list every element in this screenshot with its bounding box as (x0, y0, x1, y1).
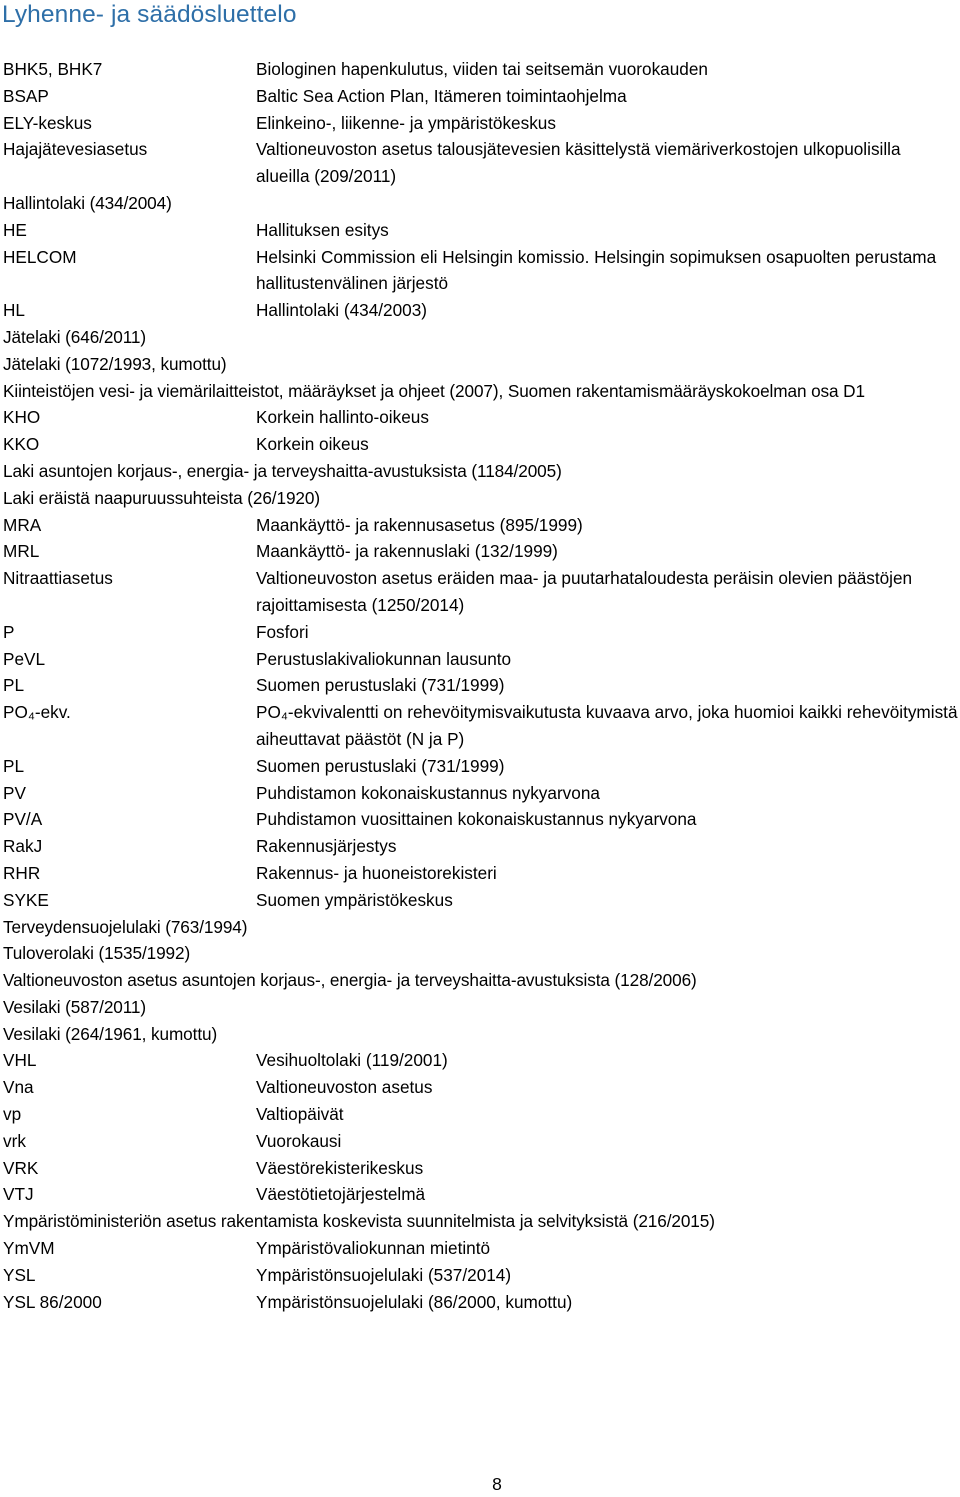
abbreviation-term: PV (3, 782, 26, 803)
abbreviation-term: MRA (3, 514, 42, 535)
abbreviation-definition: Biologinen hapenkulutus, viiden tai seitsemän vuorokauden (256, 59, 708, 79)
abbreviation-definition: Helsinki Commission eli Helsingin komissio. Helsingin sopimuksen osapuolten perustama hallitustenvälinen järjestö (256, 246, 937, 294)
abbreviation-definition: Elinkeino-, liikenne- ja ympäristökeskus (256, 112, 556, 133)
abbreviation-term: HL (3, 300, 25, 321)
abbreviation-definition: Puhdistamon vuosittainen kokonaiskustannus nykyarvona (256, 809, 697, 830)
abbreviation-term: BSAP (3, 85, 49, 106)
abbreviation-term: Nitraattiasetus (3, 568, 113, 589)
abbreviation-definition: Suomen ympäristökeskus (256, 889, 453, 910)
list-item (3, 324, 958, 351)
abbreviation-term: PL (3, 675, 25, 696)
abbreviation-term: KHO (3, 407, 41, 428)
abbreviation-definition: Fosfori (256, 621, 309, 642)
list-item (3, 753, 958, 780)
abbreviation-definition: Suomen perustuslaki (731/1999) (256, 755, 505, 776)
list-item (3, 860, 958, 887)
list-item (3, 378, 958, 405)
list-item (3, 244, 958, 298)
abbreviation-definition: Väestörekisterikeskus (256, 1157, 424, 1178)
statute-title: Laki eräistä naapuruussuhteista (26/1920) (3, 487, 320, 508)
list-item (3, 780, 958, 807)
list-item (3, 1235, 958, 1262)
list-item (3, 512, 958, 539)
statute-title: Jätelaki (1072/1993, kumottu) (3, 353, 227, 374)
page-title: Lyhenne- ja säädösluettelo (2, 1, 297, 28)
list-item (3, 967, 958, 994)
abbreviation-definition: Väestötietojärjestelmä (256, 1184, 426, 1205)
list-item (3, 1208, 958, 1235)
statute-title: Hallintolaki (434/2004) (3, 192, 172, 213)
list-item (3, 217, 958, 244)
abbreviation-term: RakJ (3, 836, 43, 857)
statute-title: Ympäristöministeriön asetus rakentamista koskevista suunnitelmista ja selvityksistä (216/2015) (3, 1211, 715, 1232)
abbreviation-term: PV/A (3, 809, 43, 830)
abbreviation-term: vrk (3, 1130, 26, 1151)
statute-title: Vesilaki (264/1961, kumottu) (3, 1023, 218, 1044)
abbreviation-term: PeVL (3, 648, 46, 669)
list-item (3, 1074, 958, 1101)
abbreviation-term: PL (3, 755, 25, 776)
abbreviation-definition: Valtiopäivät (256, 1104, 344, 1125)
statute-title: Tuloverolaki (1535/1992) (3, 943, 191, 964)
abbreviation-term: KKO (3, 434, 40, 455)
statute-title: Valtioneuvoston asetus asuntojen korjaus-, energia- ja terveyshaitta-avustuksista (128/2006) (3, 970, 697, 991)
list-item (3, 431, 958, 458)
abbreviation-definition: Hallituksen esitys (256, 219, 389, 240)
list-item (3, 565, 958, 619)
abbreviation-term: VRK (3, 1157, 39, 1178)
abbreviation-definition: Perustuslakivaliokunnan lausunto (256, 648, 512, 669)
abbreviation-definition: Hallintolaki (434/2003) (256, 300, 428, 321)
abbreviation-term: HELCOM (3, 246, 77, 267)
abbreviation-term: SYKE (3, 889, 49, 910)
abbreviation-term: VTJ (3, 1184, 34, 1205)
list-item (3, 485, 958, 512)
abbreviation-definition: Maankäyttö- ja rakennuslaki (132/1999) (256, 541, 558, 562)
list-item (3, 699, 958, 753)
abbreviation-definition: Ympäristönsuojelulaki (537/2014) (256, 1264, 512, 1285)
list-item (3, 914, 958, 941)
abbreviation-term: PO₄-ekv. (3, 702, 71, 723)
list-item (3, 110, 958, 137)
abbreviation-definition: Korkein oikeus (256, 434, 369, 455)
abbreviation-list (3, 56, 958, 1315)
abbreviation-definition: Puhdistamon kokonaiskustannus nykyarvona (256, 782, 600, 803)
abbreviation-term: HE (3, 219, 27, 240)
list-item (3, 404, 958, 431)
abbreviation-definition: Rakennusjärjestys (256, 836, 397, 857)
abbreviation-definition: Vesihuoltolaki (119/2001) (256, 1050, 448, 1071)
list-item (3, 538, 958, 565)
abbreviation-term: vp (3, 1104, 22, 1125)
list-item (3, 83, 958, 110)
abbreviation-definition: Korkein hallinto-oikeus (256, 407, 429, 428)
abbreviation-definition: Ympäristövaliokunnan mietintö (256, 1238, 491, 1259)
abbreviation-definition: Baltic Sea Action Plan, Itämeren toimintaohjelma (256, 85, 627, 106)
list-item (3, 1289, 958, 1316)
list-item (3, 136, 958, 190)
abbreviation-term: P (3, 621, 15, 642)
statute-title: Vesilaki (587/2011) (3, 996, 147, 1017)
list-item (3, 1181, 958, 1208)
list-item (3, 351, 958, 378)
abbreviation-term: Hajajätevesiasetus (3, 139, 148, 160)
abbreviation-term: VHL (3, 1050, 37, 1071)
list-item (3, 458, 958, 485)
list-item (3, 833, 958, 860)
abbreviation-definition: Maankäyttö- ja rakennusasetus (895/1999) (256, 514, 583, 535)
list-item (3, 297, 958, 324)
abbreviation-term: MRL (3, 541, 40, 562)
abbreviation-term: YmVM (3, 1238, 55, 1259)
list-item (3, 1047, 958, 1074)
statute-title: Jätelaki (646/2011) (3, 326, 147, 347)
list-item (3, 1021, 958, 1048)
abbreviation-definition: PO₄-ekvivalentti on rehevöitymisvaikutusta kuvaava arvo, joka huomioi kaikki rehevöitymistä aiheuttavat päästöt (N ja P) (256, 702, 958, 749)
list-item (3, 940, 958, 967)
abbreviation-term: BHK5, BHK7 (3, 59, 103, 79)
abbreviation-definition: Valtioneuvoston asetus talousjätevesien käsittelystä viemäriverkostojen ulkopuolisilla alueilla (209/2011) (256, 139, 901, 187)
list-item (3, 56, 958, 83)
statute-title: Laki asuntojen korjaus-, energia- ja terveyshaitta-avustuksista (1184/2005) (3, 460, 562, 481)
list-item (3, 887, 958, 914)
abbreviation-definition: Vuorokausi (256, 1130, 342, 1151)
list-item (3, 619, 958, 646)
abbreviation-definition: Ympäristönsuojelulaki (86/2000, kumottu) (256, 1291, 573, 1312)
list-item (3, 1262, 958, 1289)
list-item (3, 1101, 958, 1128)
abbreviation-term: YSL (3, 1264, 36, 1285)
page-number: 8 (492, 1474, 502, 1494)
list-item (3, 672, 958, 699)
abbreviation-term: Vna (3, 1077, 34, 1098)
list-item (3, 1128, 958, 1155)
abbreviation-definition: Suomen perustuslaki (731/1999) (256, 675, 505, 696)
list-item (3, 190, 958, 217)
abbreviation-term: ELY-keskus (3, 112, 92, 133)
list-item (3, 806, 958, 833)
list-item (3, 646, 958, 673)
list-item (3, 994, 958, 1021)
statute-title: Kiinteistöjen vesi- ja viemärilaitteistot, määräykset ja ohjeet (2007), Suomen rakentamismääräyskokoelman osa D1 (3, 380, 865, 401)
abbreviation-definition: Valtioneuvoston asetus (256, 1077, 433, 1098)
abbreviation-definition: Valtioneuvoston asetus eräiden maa- ja puutarhataloudesta peräisin olevien päästöjen rajoittamisesta (1250/2014) (256, 568, 913, 615)
list-item (3, 1155, 958, 1182)
abbreviation-term: RHR (3, 862, 41, 883)
abbreviation-term: YSL 86/2000 (3, 1291, 102, 1312)
abbreviation-definition: Rakennus- ja huoneistorekisteri (256, 862, 497, 883)
statute-title: Terveydensuojelulaki (763/1994) (3, 916, 248, 937)
